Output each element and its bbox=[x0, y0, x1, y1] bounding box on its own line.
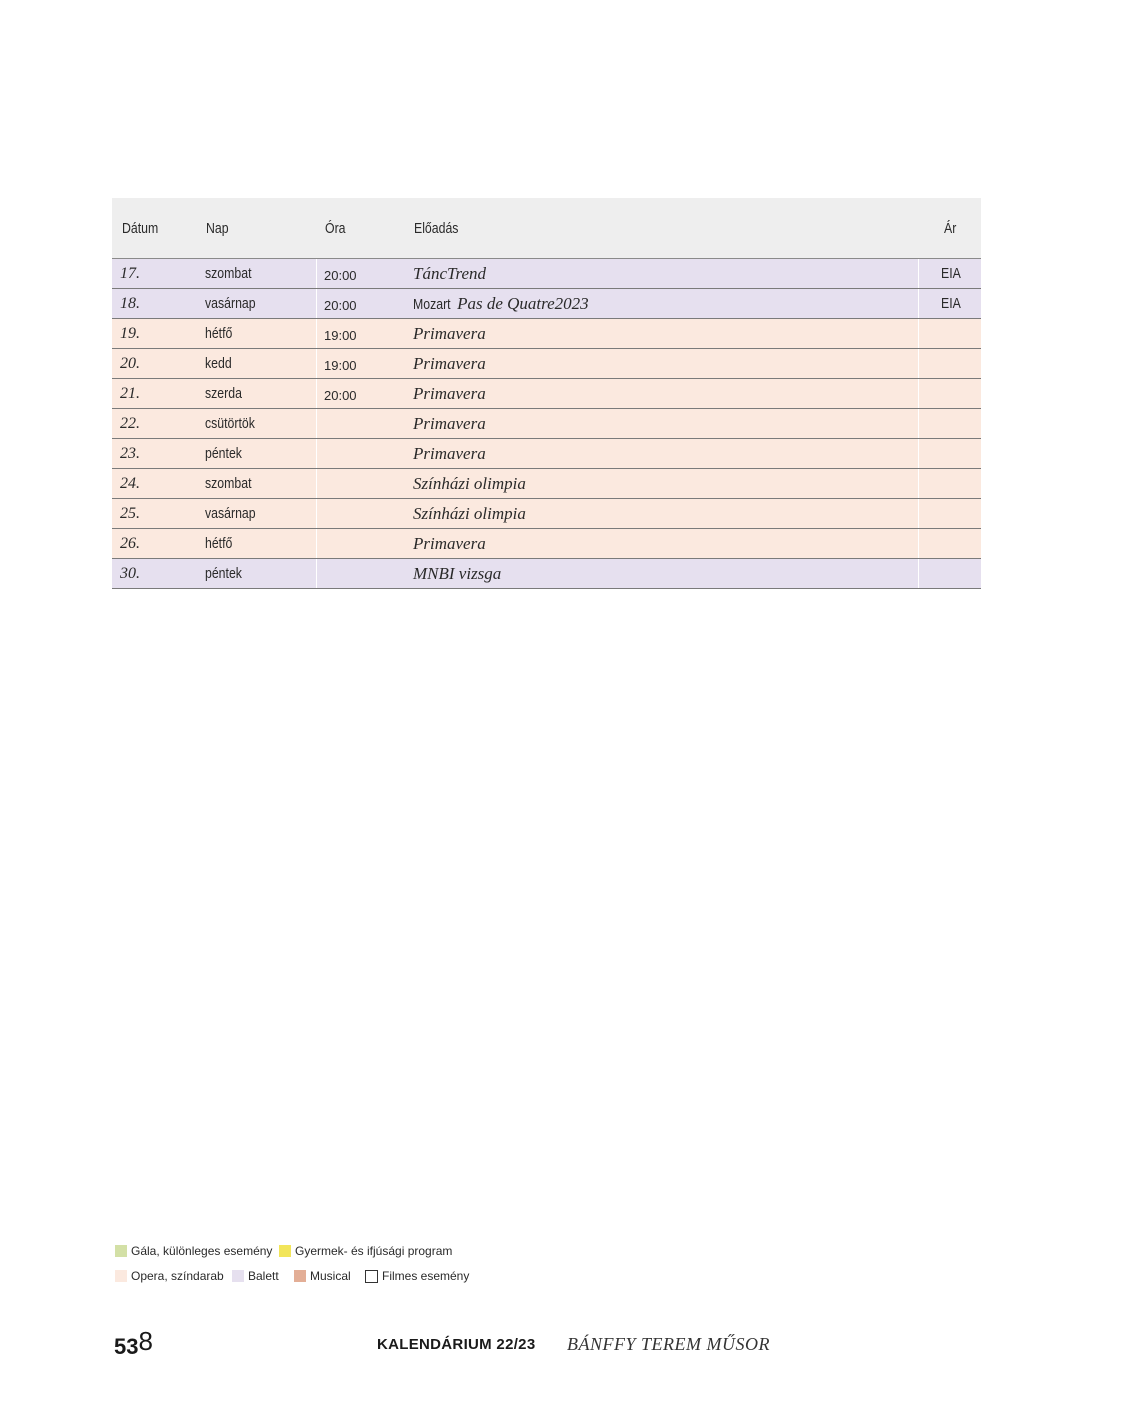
header-time: Óra bbox=[325, 220, 346, 237]
table-row bbox=[112, 259, 981, 289]
row-performance bbox=[413, 444, 486, 464]
row-performance bbox=[413, 354, 486, 374]
row-day: péntek bbox=[205, 445, 242, 462]
column-divider bbox=[918, 529, 919, 558]
performance-prefix: Mozart bbox=[413, 296, 451, 313]
row-date: 19. bbox=[120, 325, 140, 342]
legend-item-ballet bbox=[232, 1269, 279, 1283]
row-date: 26. bbox=[120, 535, 140, 552]
column-divider bbox=[316, 499, 317, 528]
column-divider bbox=[316, 379, 317, 408]
row-time: 19:00 bbox=[324, 358, 357, 373]
column-divider bbox=[918, 559, 919, 588]
column-divider bbox=[918, 319, 919, 348]
table-row bbox=[112, 379, 981, 409]
footer-section: BÁNFFY TEREM MŰSOR bbox=[567, 1334, 770, 1354]
schedule-table bbox=[112, 198, 981, 589]
table-row bbox=[112, 439, 981, 469]
performance-title: Primavera bbox=[413, 534, 486, 553]
table-row bbox=[112, 469, 981, 499]
musical-swatch-icon bbox=[294, 1270, 306, 1282]
column-divider bbox=[316, 559, 317, 588]
page-number-main: 53 bbox=[114, 1334, 139, 1359]
row-time: 20:00 bbox=[324, 298, 357, 313]
legend-item-film bbox=[365, 1269, 469, 1283]
row-date: 24. bbox=[120, 475, 140, 492]
performance-title: MNBI vizsga bbox=[413, 564, 502, 583]
row-day: hétfő bbox=[205, 325, 233, 342]
row-performance bbox=[413, 534, 486, 554]
row-date: 30. bbox=[120, 565, 140, 582]
column-divider bbox=[918, 289, 919, 318]
column-divider bbox=[918, 499, 919, 528]
row-performance bbox=[413, 264, 486, 284]
column-divider bbox=[316, 259, 317, 288]
row-date: 20. bbox=[120, 355, 140, 372]
row-performance bbox=[413, 474, 526, 494]
row-day: vasárnap bbox=[205, 295, 256, 312]
column-divider bbox=[918, 379, 919, 408]
ballet-swatch-icon bbox=[232, 1270, 244, 1282]
legend-label: Filmes esemény bbox=[382, 1269, 470, 1283]
legend-label: Gyermek- és ifjúsági program bbox=[295, 1244, 453, 1258]
row-day: vasárnap bbox=[205, 505, 256, 522]
table-row bbox=[112, 559, 981, 589]
performance-title: Primavera bbox=[413, 414, 486, 433]
performance-title: Primavera bbox=[413, 384, 486, 403]
row-performance bbox=[413, 564, 501, 584]
row-day: szombat bbox=[205, 475, 252, 492]
table-row bbox=[112, 409, 981, 439]
table-header bbox=[112, 198, 981, 259]
page-number bbox=[114, 1326, 153, 1361]
legend-label: Opera, színdarab bbox=[131, 1269, 224, 1283]
performance-title: Pas de Quatre2023 bbox=[457, 294, 589, 313]
legend-item-opera bbox=[115, 1269, 224, 1283]
row-day: hétfő bbox=[205, 535, 233, 552]
column-divider bbox=[316, 469, 317, 498]
row-time: 20:00 bbox=[324, 388, 357, 403]
row-price: EIA bbox=[941, 295, 961, 312]
page-number-sub: 8 bbox=[138, 1326, 153, 1356]
row-day: csütörtök bbox=[205, 415, 255, 432]
row-date: 22. bbox=[120, 415, 140, 432]
legend-label: Musical bbox=[310, 1269, 351, 1283]
row-date: 23. bbox=[120, 445, 140, 462]
row-performance bbox=[413, 294, 589, 315]
legend-label: Gála, különleges esemény bbox=[131, 1244, 273, 1258]
row-performance bbox=[413, 384, 486, 404]
column-divider bbox=[316, 409, 317, 438]
header-price: Ár bbox=[944, 220, 957, 237]
performance-title: Primavera bbox=[413, 444, 486, 463]
column-divider bbox=[316, 289, 317, 318]
row-date: 21. bbox=[120, 385, 140, 402]
table-row bbox=[112, 319, 981, 349]
opera-swatch-icon bbox=[115, 1270, 127, 1282]
row-date: 25. bbox=[120, 505, 140, 522]
column-divider bbox=[918, 349, 919, 378]
header-day: Nap bbox=[206, 220, 229, 237]
column-divider bbox=[918, 409, 919, 438]
performance-title: Primavera bbox=[413, 354, 486, 373]
row-day: szombat bbox=[205, 265, 252, 282]
header-date: Dátum bbox=[122, 220, 159, 237]
row-day: szerda bbox=[205, 385, 242, 402]
footer-title: KALENDÁRIUM 22/23 bbox=[377, 1336, 536, 1353]
table-row bbox=[112, 529, 981, 559]
legend-item-youth bbox=[279, 1244, 452, 1258]
row-time: 19:00 bbox=[324, 328, 357, 343]
performance-title: Színházi olimpia bbox=[413, 504, 526, 523]
column-divider bbox=[918, 439, 919, 468]
row-performance bbox=[413, 504, 526, 524]
row-date: 18. bbox=[120, 295, 140, 312]
legend-item-musical bbox=[294, 1269, 351, 1283]
row-day: péntek bbox=[205, 565, 242, 582]
table-row bbox=[112, 349, 981, 379]
table-row bbox=[112, 289, 981, 319]
column-divider bbox=[316, 529, 317, 558]
column-divider bbox=[918, 259, 919, 288]
row-price: EIA bbox=[941, 265, 961, 282]
table-row bbox=[112, 499, 981, 529]
row-performance bbox=[413, 414, 486, 434]
legend-item-gala bbox=[115, 1244, 272, 1258]
row-time: 20:00 bbox=[324, 268, 357, 283]
film-swatch-icon bbox=[365, 1270, 378, 1283]
youth-swatch-icon bbox=[279, 1245, 291, 1257]
table-body bbox=[112, 259, 981, 589]
performance-title: Színházi olimpia bbox=[413, 474, 526, 493]
gala-swatch-icon bbox=[115, 1245, 127, 1257]
header-performance: Előadás bbox=[414, 220, 459, 237]
column-divider bbox=[316, 349, 317, 378]
performance-title: TáncTrend bbox=[413, 264, 487, 283]
legend-label: Balett bbox=[248, 1269, 279, 1283]
column-divider bbox=[316, 319, 317, 348]
row-performance bbox=[413, 324, 486, 344]
performance-title: Primavera bbox=[413, 324, 486, 343]
column-divider bbox=[316, 439, 317, 468]
row-day: kedd bbox=[205, 355, 232, 372]
column-divider bbox=[918, 469, 919, 498]
row-date: 17. bbox=[120, 265, 140, 282]
